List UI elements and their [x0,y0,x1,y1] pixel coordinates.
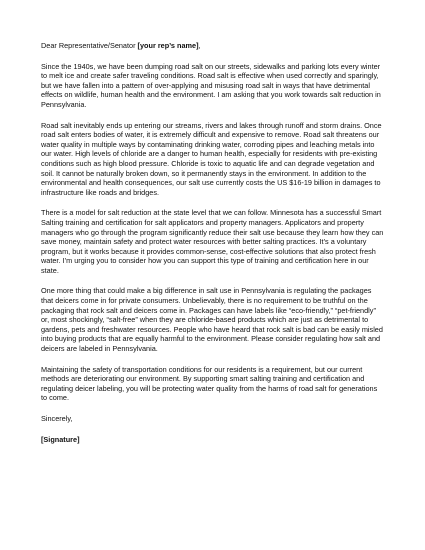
signature: [Signature] [41,434,80,444]
paragraph-introduction: Since the 1940s, we have been dumping road salt on our streets, sidewalks and parking lots every winter to melt ice and create safer traveling conditions. Road salt is effective when used correctly and sparingly, but we have fallen into a pattern of over-applying and misusing road salt in ways that have detrimental effects on wildlife, human health and the environment. I am asking that you work towards salt reduction in Pennsylvania. [41,61,381,109]
salutation-suffix: , [198,41,201,50]
salutation-rep-name: [your rep’s name] [137,41,199,50]
closing: Sincerely, [41,414,73,423]
salutation-prefix: Dear Representative/Senator [41,41,138,50]
salutation [41,41,385,51]
letter-body [41,41,385,444]
paragraph-deicer-labeling: One more thing that could make a big difference in salt use in Pennsylvania is regulating the packages that deicers come in for private consumers. Unbelievably, there is no requirement to be truthful on the packaging that rock salt and deicers come in. Packages can have labels like “eco-friendly,” “pet-friendly” or, most shockingly, “salt-free” when they are chloride-based products which are just as detrimental to gardens, pets and freshwater resources. People who have heard that rock salt is bad can be easily misled into buying products that are equally harmful to the environment. Please consider regulating how salt and deicers are labeled in Pennsylvania. [41,286,383,354]
paragraph-conclusion: Maintaining the safety of transportation conditions for our residents is a requirement, but our current methods are deteriorating our environment. By supporting smart salting training and certification and regulating deicer labeling, you will be protecting water quality from the harms of road salt for generations to come. [41,364,378,403]
paragraph-minnesota-model: There is a model for salt reduction at the state level that we can follow. Minnesota has a successful Smart Salting training and certification for salt applicators and property managers. Applicators and property managers who go through the program significantly reduce their salt use because they learn how they can save money, maintain safety and protect water resources with better salting practices. It’s a voluntary program, but it works because it provides common-sense, cost-effective solutions that also protect fresh water. I’m urging you to consider how you can support this type of training and certification here in our state. [41,208,384,275]
paragraph-environmental-impact: Road salt inevitably ends up entering our streams, rivers and lakes through runoff and storm drains. Once road salt enters bodies of water, it is extremely difficult and expensive to remove. Road salt threatens our water quality in multiple ways by contaminating drinking water, corroding pipes and leaching metals into our water. High levels of chloride are a danger to human health, especially for residents with pre-existing conditions such as high blood pressure. Chloride is toxic to aquatic life and can degrade vegetation and soil. It cannot be naturally broken down, so it permanently stays in the environment. In addition to the environmental and health consequences, our salt use currently costs the US $16-19 billion in damages to infrastructure like roads and bridges. [41,120,382,197]
